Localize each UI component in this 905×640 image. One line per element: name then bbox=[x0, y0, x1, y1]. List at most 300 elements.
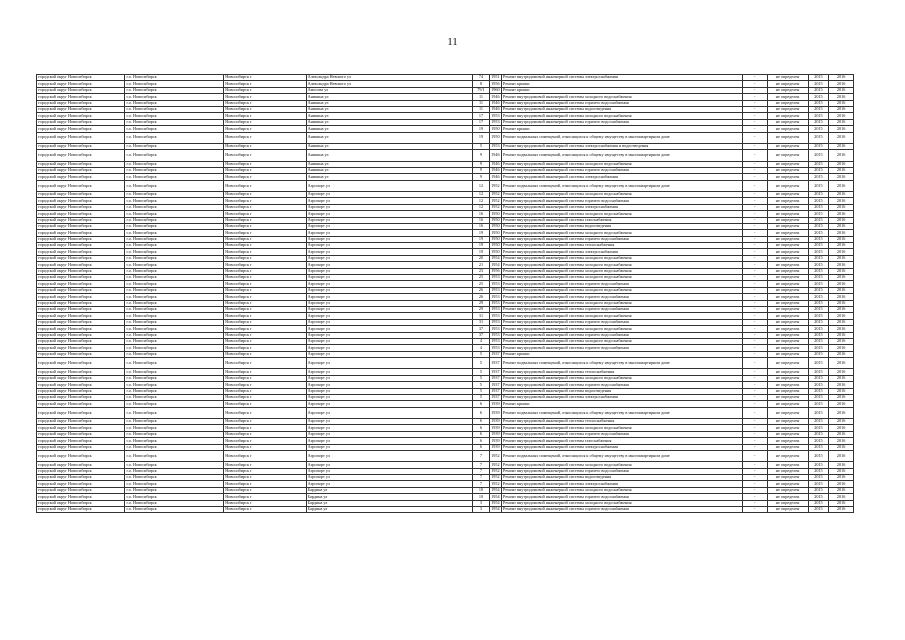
municipality-cell: городской округ Новосибирск bbox=[37, 243, 125, 249]
work-type-cell: Ремонт внутридомовой инженерной системы холодного водоснабжения bbox=[502, 462, 743, 468]
district-cell: г.о. Новосибирск bbox=[125, 319, 224, 325]
street-cell: Аэропорт ул bbox=[306, 217, 473, 223]
build-year-cell: 1953 bbox=[491, 274, 500, 280]
end-year-cell: 2016 bbox=[829, 113, 854, 119]
street-cell: Аникина ул bbox=[306, 132, 473, 143]
work-type-cell: Ремонт внутридомовой инженерной системы холодного водоснабжения bbox=[502, 255, 743, 261]
work-type-cell: Ремонт внутридомовой инженерной системы холодного водоснабжения bbox=[502, 230, 743, 236]
settlement-cell: Новосибирск г bbox=[224, 401, 306, 407]
work-type-cell: Ремонт крыши bbox=[502, 87, 743, 93]
cost-status-cell: не определен bbox=[767, 451, 808, 462]
end-year-cell: 2016 bbox=[829, 481, 854, 487]
build-year-cell: 1946 bbox=[491, 100, 500, 105]
cost-status-cell: не определен bbox=[767, 281, 808, 287]
settlement-cell: Новосибирск г bbox=[224, 230, 306, 236]
start-year-cell: 2015 bbox=[808, 75, 829, 81]
municipality-cell: городской округ Новосибирск bbox=[37, 75, 125, 81]
street-cell: Аэропорт ул bbox=[306, 351, 473, 357]
municipality-cell: городской округ Новосибирск bbox=[37, 100, 125, 106]
work-type-cell: Ремонт внутридомовой инженерной системы холодного водоснабжения bbox=[502, 211, 743, 217]
street-cell: Аэропорт ул bbox=[306, 394, 473, 400]
cost-cell: - bbox=[742, 307, 767, 313]
build-year-cell: 1950 bbox=[489, 132, 501, 143]
work-type-cell: Ремонт внутридомовой инженерной системы горячего водоснабжения bbox=[502, 494, 743, 500]
build-year-cell: 1952 bbox=[491, 197, 500, 203]
house-number-cell: 7 bbox=[473, 475, 489, 481]
street-cell: Бардина ул bbox=[306, 507, 473, 513]
cost-cell: - bbox=[742, 401, 767, 407]
end-year-cell: 2016 bbox=[829, 167, 854, 173]
end-year-cell: 2016 bbox=[829, 275, 854, 281]
district-cell: г.о. Новосибирск bbox=[125, 431, 224, 437]
street-cell: Аникина ул bbox=[306, 94, 473, 100]
build-year-cell: 1950 bbox=[491, 223, 500, 229]
district-cell: г.о. Новосибирск bbox=[125, 262, 224, 268]
settlement-cell: Новосибирск г bbox=[224, 113, 306, 119]
start-year-cell: 2015 bbox=[808, 294, 829, 300]
end-year-cell: 2016 bbox=[829, 431, 854, 437]
start-year-cell: 2015 bbox=[808, 319, 829, 325]
municipality-cell: городской округ Новосибирск bbox=[37, 262, 125, 268]
start-year-cell: 2015 bbox=[808, 307, 829, 313]
cost-cell: - bbox=[742, 243, 767, 249]
settlement-cell: Новосибирск г bbox=[224, 198, 306, 204]
municipality-cell: городской округ Новосибирск bbox=[37, 143, 125, 149]
district-cell: г.о. Новосибирск bbox=[125, 106, 224, 112]
work-type-cell: Ремонт внутридомовой инженерной системы теплоснабжения bbox=[502, 243, 743, 249]
municipality-cell: городской округ Новосибирск bbox=[37, 180, 125, 191]
district-cell: г.о. Новосибирск bbox=[125, 332, 224, 338]
street-cell: Аэропорт ул bbox=[306, 345, 473, 351]
work-type-cell: Ремонт внутридомовой инженерной системы холодного водоснабжения bbox=[502, 94, 743, 100]
settlement-cell: Новосибирск г bbox=[224, 243, 306, 249]
street-cell: Аэропорт ул bbox=[306, 236, 473, 242]
settlement-cell: Новосибирск г bbox=[224, 388, 306, 394]
cost-status-cell: не определен bbox=[767, 191, 808, 197]
work-type-cell: Ремонт внутридомовой инженерной системы электроснабжения bbox=[502, 174, 743, 180]
house-number-cell: 12 bbox=[473, 180, 489, 191]
cost-status-cell: не определен bbox=[767, 230, 808, 236]
street-cell: Аникина ул bbox=[306, 167, 473, 173]
table-row bbox=[37, 132, 854, 143]
settlement-cell: Новосибирск г bbox=[224, 217, 306, 223]
cost-status-cell: не определен bbox=[767, 113, 808, 119]
settlement-cell: Новосибирск г bbox=[224, 255, 306, 261]
settlement-cell: Новосибирск г bbox=[224, 268, 306, 274]
house-number-cell: 12 bbox=[473, 191, 489, 197]
house-number-cell: 9 bbox=[473, 167, 489, 173]
house-number-cell: 25 bbox=[473, 275, 489, 281]
build-year-cell: 1939 bbox=[491, 437, 500, 443]
cost-cell: - bbox=[742, 211, 767, 217]
cost-status-cell: не определен bbox=[767, 332, 808, 338]
house-number-cell: 12 bbox=[473, 204, 489, 210]
cost-cell: - bbox=[742, 281, 767, 287]
cost-status-cell: не определен bbox=[767, 338, 808, 344]
house-number-cell: 9 bbox=[473, 174, 489, 180]
end-year-cell: 2016 bbox=[829, 268, 854, 274]
work-type-cell: Ремонт внутридомовой инженерной системы горячего водоснабжения bbox=[502, 119, 743, 125]
district-cell: г.о. Новосибирск bbox=[125, 407, 224, 418]
cost-cell: - bbox=[742, 487, 767, 493]
cost-cell: - bbox=[742, 150, 767, 161]
cost-status-cell: не определен bbox=[767, 87, 808, 93]
work-type-cell: Ремонт внутридомовой инженерной системы горячего водоснабжения bbox=[502, 507, 743, 513]
house-number-cell: 5 bbox=[473, 143, 489, 149]
cost-status-cell: не определен bbox=[767, 394, 808, 400]
work-type-cell: Ремонт внутридомовой инженерной системы холодного водоснабжения bbox=[502, 375, 743, 381]
end-year-cell: 2016 bbox=[829, 191, 854, 197]
municipality-cell: городской округ Новосибирск bbox=[37, 500, 125, 506]
house-number-cell: 17 bbox=[473, 113, 489, 119]
build-year-cell: 1952 bbox=[491, 480, 500, 486]
end-year-cell: 2016 bbox=[829, 487, 854, 493]
table-body bbox=[37, 75, 854, 513]
house-number-cell: 29 bbox=[473, 307, 489, 313]
street-cell: Аэропорт ул bbox=[306, 438, 473, 444]
house-number-cell: 31 bbox=[473, 313, 489, 319]
district-cell: г.о. Новосибирск bbox=[125, 351, 224, 357]
work-type-cell: Ремонт внутридомовой инженерной системы холодного водоснабжения bbox=[502, 262, 743, 268]
cost-status-cell: не определен bbox=[767, 180, 808, 191]
cost-cell: - bbox=[742, 204, 767, 210]
start-year-cell: 2015 bbox=[808, 407, 829, 418]
cost-status-cell: не определен bbox=[767, 468, 808, 474]
street-cell: Аэропорт ул bbox=[306, 475, 473, 481]
end-year-cell: 2016 bbox=[829, 87, 854, 93]
cost-status-cell: не определен bbox=[767, 345, 808, 351]
cost-status-cell: не определен bbox=[767, 487, 808, 493]
settlement-cell: Новосибирск г bbox=[224, 507, 306, 513]
cost-cell: - bbox=[742, 507, 767, 513]
start-year-cell: 2015 bbox=[808, 230, 829, 236]
end-year-cell: 2016 bbox=[829, 468, 854, 474]
house-number-cell: 37 bbox=[473, 332, 489, 338]
start-year-cell: 2015 bbox=[808, 287, 829, 293]
end-year-cell: 2016 bbox=[829, 382, 854, 388]
municipality-cell: городской округ Новосибирск bbox=[37, 113, 125, 119]
build-year-cell: 1939 bbox=[491, 400, 500, 406]
work-type-cell: Ремонт внутридомовой инженерной системы горячего водоснабжения bbox=[502, 281, 743, 287]
district-cell: г.о. Новосибирск bbox=[125, 230, 224, 236]
table-row bbox=[37, 180, 854, 191]
build-year-cell: 1950 bbox=[491, 248, 500, 254]
settlement-cell: Новосибирск г bbox=[224, 106, 306, 112]
street-cell: Аэропорт ул bbox=[306, 401, 473, 407]
build-year-cell: 1937 bbox=[491, 351, 500, 357]
cost-cell: - bbox=[742, 119, 767, 125]
end-year-cell: 2016 bbox=[829, 126, 854, 132]
cost-status-cell: не определен bbox=[767, 211, 808, 217]
district-cell: г.о. Новосибирск bbox=[125, 507, 224, 513]
start-year-cell: 2015 bbox=[808, 106, 829, 112]
work-type-cell: Ремонт внутридомовой инженерной системы холодного водоснабжения bbox=[502, 338, 743, 344]
end-year-cell: 2016 bbox=[829, 307, 854, 313]
build-year-cell: 1950 bbox=[491, 242, 500, 248]
end-year-cell: 2016 bbox=[829, 332, 854, 338]
district-cell: г.о. Новосибирск bbox=[125, 217, 224, 223]
cost-cell: - bbox=[742, 167, 767, 173]
cost-cell: - bbox=[742, 326, 767, 332]
start-year-cell: 2015 bbox=[808, 313, 829, 319]
build-year-cell: 1953 bbox=[491, 344, 500, 350]
cost-cell: - bbox=[742, 161, 767, 167]
work-type-cell: Ремонт внутридомовой инженерной системы электроснабжения bbox=[502, 394, 743, 400]
house-number-cell: 6 bbox=[473, 419, 489, 425]
street-cell: Аэропорт ул bbox=[306, 468, 473, 474]
work-type-cell: Ремонт крыши bbox=[502, 126, 743, 132]
settlement-cell: Новосибирск г bbox=[224, 174, 306, 180]
settlement-cell: Новосибирск г bbox=[224, 275, 306, 281]
work-type-cell: Ремонт внутридомовой инженерной системы холодного водоснабжения bbox=[502, 287, 743, 293]
settlement-cell: Новосибирск г bbox=[224, 407, 306, 418]
house-number-cell: 11 bbox=[473, 100, 489, 106]
start-year-cell: 2015 bbox=[808, 113, 829, 119]
house-number-cell: 9 bbox=[473, 150, 489, 161]
cost-cell: - bbox=[742, 444, 767, 450]
settlement-cell: Новосибирск г bbox=[224, 126, 306, 132]
cost-status-cell: не определен bbox=[767, 358, 808, 369]
district-cell: г.о. Новосибирск bbox=[125, 113, 224, 119]
work-type-cell: Ремонт внутридомовой инженерной системы холодного водоснабжения bbox=[502, 275, 743, 281]
build-year-cell: 1954 bbox=[491, 500, 500, 506]
cost-cell: - bbox=[742, 230, 767, 236]
cost-cell: - bbox=[742, 94, 767, 100]
street-cell: Аэропорт ул bbox=[306, 319, 473, 325]
street-cell: Аэропорт ул bbox=[306, 307, 473, 313]
district-cell: г.о. Новосибирск bbox=[125, 180, 224, 191]
municipality-cell: городской округ Новосибирск bbox=[37, 462, 125, 468]
settlement-cell: Новосибирск г bbox=[224, 119, 306, 125]
cost-status-cell: не определен bbox=[767, 161, 808, 167]
start-year-cell: 2015 bbox=[808, 500, 829, 506]
cost-status-cell: не определен bbox=[767, 143, 808, 149]
house-number-cell: 6 bbox=[473, 401, 489, 407]
cost-status-cell: не определен bbox=[767, 249, 808, 255]
build-year-cell: 1950 bbox=[491, 229, 500, 235]
start-year-cell: 2015 bbox=[808, 180, 829, 191]
street-cell: Аникина ул bbox=[306, 126, 473, 132]
work-type-cell: Ремонт внутридомовой инженерной системы горячего водоснабжения bbox=[502, 294, 743, 300]
cost-status-cell: не определен bbox=[767, 94, 808, 100]
house-number-cell: 19 bbox=[473, 230, 489, 236]
start-year-cell: 2015 bbox=[808, 143, 829, 149]
cost-status-cell: не определен bbox=[767, 287, 808, 293]
start-year-cell: 2015 bbox=[808, 211, 829, 217]
house-number-cell: 74 bbox=[473, 75, 489, 81]
cost-cell: - bbox=[742, 388, 767, 394]
start-year-cell: 2015 bbox=[808, 217, 829, 223]
cost-cell: - bbox=[742, 255, 767, 261]
end-year-cell: 2016 bbox=[829, 174, 854, 180]
municipality-cell: городской округ Новосибирск bbox=[37, 87, 125, 93]
end-year-cell: 2016 bbox=[829, 255, 854, 261]
district-cell: г.о. Новосибирск bbox=[125, 462, 224, 468]
settlement-cell: Новосибирск г bbox=[224, 262, 306, 268]
municipality-cell: городской округ Новосибирск bbox=[37, 106, 125, 112]
cost-status-cell: не определен bbox=[767, 388, 808, 394]
cost-cell: - bbox=[742, 338, 767, 344]
house-number-cell: 4 bbox=[473, 345, 489, 351]
street-cell: Аэропорт ул bbox=[306, 375, 473, 381]
work-type-cell: Ремонт внутридомовой инженерной системы газоснабжения bbox=[502, 217, 743, 223]
build-year-cell: 1953 bbox=[491, 287, 500, 293]
district-cell: г.о. Новосибирск bbox=[125, 275, 224, 281]
district-cell: г.о. Новосибирск bbox=[125, 174, 224, 180]
start-year-cell: 2015 bbox=[808, 87, 829, 93]
cost-cell: - bbox=[742, 132, 767, 143]
start-year-cell: 2015 bbox=[808, 438, 829, 444]
cost-cell: - bbox=[742, 217, 767, 223]
settlement-cell: Новосибирск г bbox=[224, 180, 306, 191]
house-number-cell: 6 bbox=[473, 407, 489, 418]
municipality-cell: городской округ Новосибирск bbox=[37, 287, 125, 293]
build-year-cell: 1953 bbox=[491, 312, 500, 318]
street-cell: Аэропорт ул bbox=[306, 262, 473, 268]
district-cell: г.о. Новосибирск bbox=[125, 191, 224, 197]
district-cell: г.о. Новосибирск bbox=[125, 358, 224, 369]
settlement-cell: Новосибирск г bbox=[224, 313, 306, 319]
house-number-cell: 10 bbox=[473, 487, 489, 493]
settlement-cell: Новосибирск г bbox=[224, 249, 306, 255]
district-cell: г.о. Новосибирск bbox=[125, 94, 224, 100]
street-cell: Бардина ул bbox=[306, 487, 473, 493]
district-cell: г.о. Новосибирск bbox=[125, 100, 224, 106]
district-cell: г.о. Новосибирск bbox=[125, 223, 224, 229]
cost-status-cell: не определен bbox=[767, 319, 808, 325]
district-cell: г.о. Новосибирск bbox=[125, 300, 224, 306]
street-cell: Аэропорт ул bbox=[306, 180, 473, 191]
cost-cell: - bbox=[742, 249, 767, 255]
house-number-cell: 31 bbox=[473, 319, 489, 325]
cost-cell: - bbox=[742, 198, 767, 204]
house-number-cell: 19 bbox=[473, 243, 489, 249]
start-year-cell: 2015 bbox=[808, 243, 829, 249]
end-year-cell: 2016 bbox=[829, 300, 854, 306]
municipality-cell: городской округ Новосибирск bbox=[37, 294, 125, 300]
build-year-cell: 1952 bbox=[489, 451, 501, 462]
build-year-cell: 1937 bbox=[491, 375, 500, 381]
build-year-cell: 1954 bbox=[491, 506, 500, 512]
cost-cell: - bbox=[742, 369, 767, 375]
house-number-cell: 11 bbox=[473, 106, 489, 112]
municipality-cell: городской округ Новосибирск bbox=[37, 198, 125, 204]
cost-cell: - bbox=[742, 143, 767, 149]
house-number-cell: 5 bbox=[473, 375, 489, 381]
cost-cell: - bbox=[742, 100, 767, 106]
end-year-cell: 2016 bbox=[829, 319, 854, 325]
municipality-cell: городской округ Новосибирск bbox=[37, 319, 125, 325]
street-cell: Аэропорт ул bbox=[306, 281, 473, 287]
house-number-cell: 23 bbox=[473, 268, 489, 274]
house-number-cell: 16 bbox=[473, 211, 489, 217]
settlement-cell: Новосибирск г bbox=[224, 358, 306, 369]
municipality-cell: городской округ Новосибирск bbox=[37, 161, 125, 167]
district-cell: г.о. Новосибирск bbox=[125, 369, 224, 375]
cost-cell: - bbox=[742, 300, 767, 306]
street-cell: Аникина ул bbox=[306, 100, 473, 106]
settlement-cell: Новосибирск г bbox=[224, 481, 306, 487]
house-number-cell: 16 bbox=[473, 217, 489, 223]
start-year-cell: 2015 bbox=[808, 338, 829, 344]
street-cell: Аэропорт ул bbox=[306, 249, 473, 255]
start-year-cell: 2015 bbox=[808, 369, 829, 375]
work-type-cell: Ремонт внутридомовой инженерной системы электроснабжения и водоотведения bbox=[502, 143, 743, 149]
build-year-cell: 1939 bbox=[491, 424, 500, 430]
work-type-cell: Ремонт внутридомовой инженерной системы водоотведения bbox=[502, 388, 743, 394]
start-year-cell: 2015 bbox=[808, 507, 829, 513]
house-number-cell: 5 bbox=[473, 394, 489, 400]
house-number-cell: 20 bbox=[473, 255, 489, 261]
municipality-cell: городской округ Новосибирск bbox=[37, 81, 125, 87]
settlement-cell: Новосибирск г bbox=[224, 132, 306, 143]
work-type-cell: Ремонт внутридомовой инженерной системы горячего водоснабжения bbox=[502, 236, 743, 242]
end-year-cell: 2016 bbox=[829, 81, 854, 87]
settlement-cell: Новосибирск г bbox=[224, 87, 306, 93]
start-year-cell: 2015 bbox=[808, 191, 829, 197]
build-year-cell: 1952 bbox=[491, 191, 500, 197]
district-cell: г.о. Новосибирск bbox=[125, 451, 224, 462]
start-year-cell: 2015 bbox=[808, 204, 829, 210]
municipality-cell: городской округ Новосибирск bbox=[37, 300, 125, 306]
end-year-cell: 2016 bbox=[829, 438, 854, 444]
cost-cell: - bbox=[742, 468, 767, 474]
work-type-cell: Ремонт внутридомовой инженерной системы водоотведения bbox=[502, 475, 743, 481]
street-cell: Аэропорт ул bbox=[306, 294, 473, 300]
cost-status-cell: не определен bbox=[767, 150, 808, 161]
start-year-cell: 2015 bbox=[808, 281, 829, 287]
end-year-cell: 2016 bbox=[829, 143, 854, 149]
cost-status-cell: не определен bbox=[767, 100, 808, 106]
build-year-cell: 1954 bbox=[491, 487, 500, 493]
district-cell: г.о. Новосибирск bbox=[125, 204, 224, 210]
street-cell: Аэропорт ул bbox=[306, 223, 473, 229]
build-year-cell: 1954 bbox=[491, 261, 500, 267]
street-cell: Аэропорт ул bbox=[306, 431, 473, 437]
street-cell: Аэропорт ул bbox=[306, 268, 473, 274]
cost-cell: - bbox=[742, 481, 767, 487]
cost-cell: - bbox=[742, 174, 767, 180]
cost-status-cell: не определен bbox=[767, 507, 808, 513]
settlement-cell: Новосибирск г bbox=[224, 281, 306, 287]
municipality-cell: городской округ Новосибирск bbox=[37, 431, 125, 437]
house-number-cell: 19 bbox=[473, 126, 489, 132]
district-cell: г.о. Новосибирск bbox=[125, 481, 224, 487]
build-year-cell: 1946 bbox=[491, 161, 500, 166]
settlement-cell: Новосибирск г bbox=[224, 444, 306, 450]
build-year-cell: 1937 bbox=[491, 381, 500, 387]
cost-status-cell: не определен bbox=[767, 481, 808, 487]
district-cell: г.о. Новосибирск bbox=[125, 143, 224, 149]
cost-status-cell: не определен bbox=[767, 119, 808, 125]
municipality-cell: городской округ Новосибирск bbox=[37, 132, 125, 143]
settlement-cell: Новосибирск г bbox=[224, 431, 306, 437]
cost-status-cell: не определен bbox=[767, 174, 808, 180]
build-year-cell: 1953 bbox=[491, 300, 500, 305]
end-year-cell: 2016 bbox=[829, 217, 854, 223]
work-type-cell: Ремонт внутридомовой инженерной системы холодного водоснабжения bbox=[502, 500, 743, 506]
work-type-cell: Ремонт внутридомовой инженерной системы холодного водоснабжения bbox=[502, 161, 743, 167]
cost-status-cell: не определен bbox=[767, 419, 808, 425]
municipality-cell: городской округ Новосибирск bbox=[37, 444, 125, 450]
district-cell: г.о. Новосибирск bbox=[125, 444, 224, 450]
work-type-cell: Ремонт внутридомовой инженерной системы холодного водоснабжения bbox=[502, 300, 743, 306]
work-type-cell: Ремонт внутридомовой инженерной системы горячего водоснабжения bbox=[502, 319, 743, 325]
cost-status-cell: не определен bbox=[767, 294, 808, 300]
settlement-cell: Новосибирск г bbox=[224, 161, 306, 167]
street-cell: Аэропорт ул bbox=[306, 425, 473, 431]
cost-cell: - bbox=[742, 223, 767, 229]
